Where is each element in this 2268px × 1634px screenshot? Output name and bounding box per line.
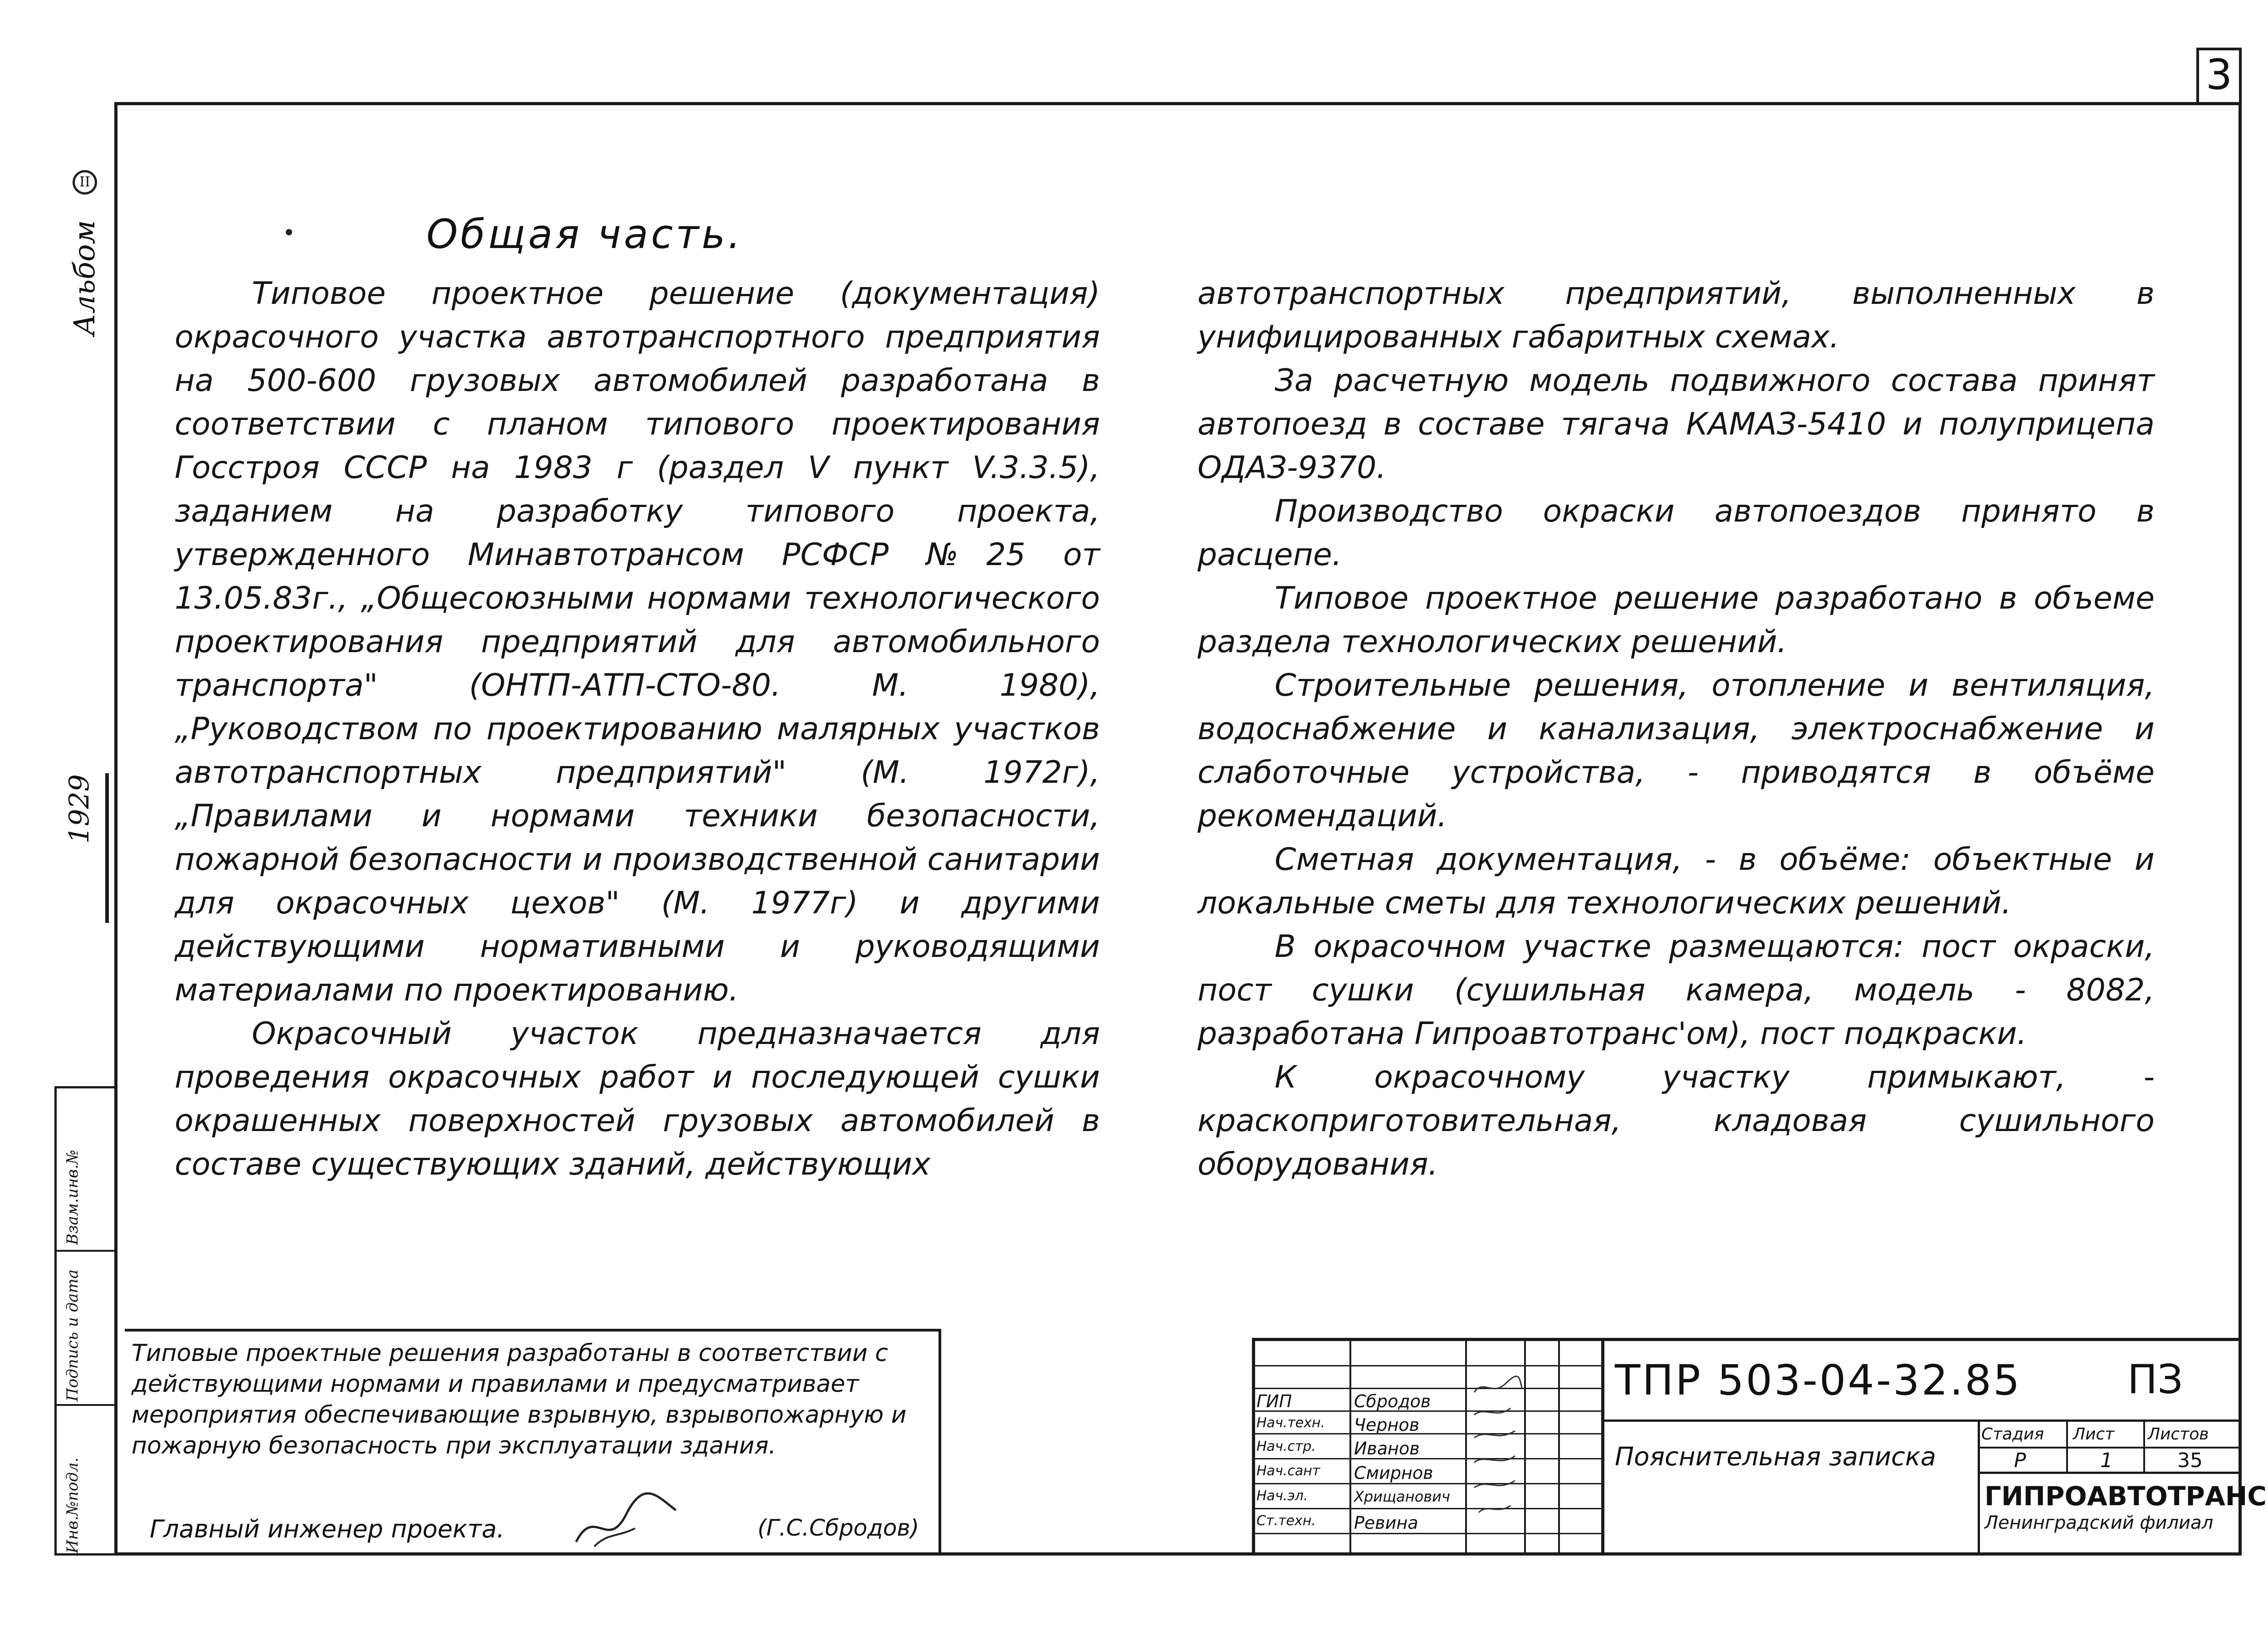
paragraph: За расчетную модель подвижного состава принят автопоезд в составе тягача КАМАЗ-5410 и полуприцепа ОДАЗ-9370. xyxy=(1198,363,2155,486)
tb-row xyxy=(1252,1365,1601,1366)
organization-name: ГИПРОАВТОТРАНС xyxy=(1984,1481,2267,1512)
tb-row xyxy=(1252,1433,1601,1434)
tb-divider xyxy=(1349,1338,1351,1556)
role-label: Нач.техн. xyxy=(1256,1415,1325,1431)
role-name: Иванов xyxy=(1354,1439,1420,1458)
paragraph: К окрасочному участку примыкают, - краскоприготовительная, кладовая сушильного оборудования. xyxy=(1198,1059,2155,1182)
tb-divider xyxy=(2066,1419,2068,1472)
sheet-value: 1 xyxy=(2100,1449,2113,1472)
role-label: Ст.техн. xyxy=(1256,1513,1316,1529)
role-label: ГИП xyxy=(1256,1391,1292,1411)
tb-divider xyxy=(1601,1419,2242,1422)
role-label: Нач.стр. xyxy=(1256,1439,1316,1454)
tb-row xyxy=(1252,1388,1601,1389)
tb-divider xyxy=(1465,1338,1467,1556)
sheets-value: 35 xyxy=(2177,1449,2203,1472)
right-text-column xyxy=(1198,272,2155,1186)
sheets-header: Листов xyxy=(2148,1425,2209,1444)
inventory-number: 1929 xyxy=(64,774,95,844)
tb-divider xyxy=(1978,1447,2242,1449)
paragraph: В окрасочном участке размещаются: пост окраски, пост сушки (сушильная камера, модель - 8082, разработана Гипроавтотранс'ом), пост подкраски. xyxy=(1198,929,2155,1052)
role-signatures xyxy=(1470,1370,1524,1533)
role-name: Смирнов xyxy=(1354,1463,1433,1483)
chief-engineer-signature xyxy=(567,1488,685,1556)
bullet-dot xyxy=(286,229,292,235)
role-label: Нач.сант xyxy=(1256,1463,1320,1479)
role-name: Сбродов xyxy=(1354,1391,1431,1411)
album-label: Альбом xyxy=(68,220,102,336)
document-type: ПЗ xyxy=(2127,1356,2183,1403)
sheet-number: 3 xyxy=(2205,50,2233,99)
paragraph: Производство окраски автопоездов принято в расцепе. xyxy=(1198,493,2155,573)
paragraph: Окрасочный участок предназначается для проведения окрасочных работ и последующей сушки окрашенных поверхностей грузовых автомобилей в составе существующих зданий, действующих xyxy=(175,1016,1100,1182)
tb-divider xyxy=(2143,1419,2145,1472)
paragraph: автотранспортных предприятий, выполненных в унифицированных габаритных схемах. xyxy=(1198,276,2155,355)
tb-row xyxy=(1252,1508,1601,1509)
tb-row xyxy=(1252,1458,1601,1459)
role-label: Нач.эл. xyxy=(1256,1488,1308,1504)
document-title: Пояснительная записка xyxy=(1615,1442,1936,1472)
album-mark: II xyxy=(73,170,97,195)
sheet-header: Лист xyxy=(2073,1425,2115,1444)
paragraph: Типовое проектное решение (документация) окрасочного участка автотранспортного предприятия на 500-600 грузовых автомобилей разработана в соответствии с планом типового проектирования Госстроя СССР на 1983 г (раздел V пункт V.3.3.5), заданием на разработку типового проекта, утвержденного Минавтотрансом РСФСР №25 от 13.05.83г., „Общесоюзными нормами технологического проектирования предприятий для автомобильного транспорта" (ОНТП-АТП-СТО-80. М. 1980), „Руководством по проектированию малярных участков автотранспортных предприятий" (М. 1972г), „Правилами и нормами техники безопасности, пожарной безопасности и производственной санитарии для окрасочных цехов" (М. 1977г) и другими действующими нормативными и руководящими материалами по проектированию. xyxy=(175,276,1100,1008)
document-code: ТПР 503-04-32.85 xyxy=(1615,1356,2022,1405)
stamp-label-signature: Подпись и дата xyxy=(64,1269,82,1401)
chief-engineer-label: Главный инженер проекта. xyxy=(150,1515,505,1543)
chief-engineer-name: (Г.С.Сбродов) xyxy=(758,1515,919,1541)
stage-header: Стадия xyxy=(1981,1425,2044,1444)
tb-divider xyxy=(1558,1338,1560,1556)
stamp-label-replace: Взам.инв.№ xyxy=(64,1150,82,1245)
role-name: Хрищанович xyxy=(1354,1488,1450,1505)
paragraph: Сметная документация, - в объёме: объектные и локальные сметы для технологических решений. xyxy=(1198,842,2155,921)
stage-value: Р xyxy=(2014,1449,2026,1472)
role-name: Чернов xyxy=(1354,1415,1420,1435)
tb-row xyxy=(1252,1533,1601,1534)
tb-divider xyxy=(1524,1338,1526,1556)
safety-note-text: Типовые проектные решения разработаны в соответствии с действующими нормами и правилами и предусматривает мероприятия обеспечивающие взрывную, взрывопожарную и пожарную безопасность при эксплуатации здания. xyxy=(132,1340,907,1459)
stamp-label-original: Инв.№подл. xyxy=(64,1457,82,1553)
paragraph: Типовое проектное решение разработано в объеме раздела технологических решений. xyxy=(1198,580,2155,660)
organization-branch: Ленинградский филиал xyxy=(1984,1512,2214,1533)
left-text-column xyxy=(175,272,1100,1186)
inventory-divider xyxy=(105,773,109,923)
paragraph: Строительные решения, отопление и вентиляция, водоснабжение и канализация, электроснабжение и слаботочные устройства, - приводятся в объёме рекомендаций. xyxy=(1198,668,2155,834)
tb-divider xyxy=(1601,1338,1604,1556)
page-heading: Общая часть. xyxy=(426,211,743,258)
role-name: Ревина xyxy=(1354,1513,1418,1533)
tb-divider xyxy=(1978,1419,1980,1556)
tb-row xyxy=(1252,1483,1601,1484)
